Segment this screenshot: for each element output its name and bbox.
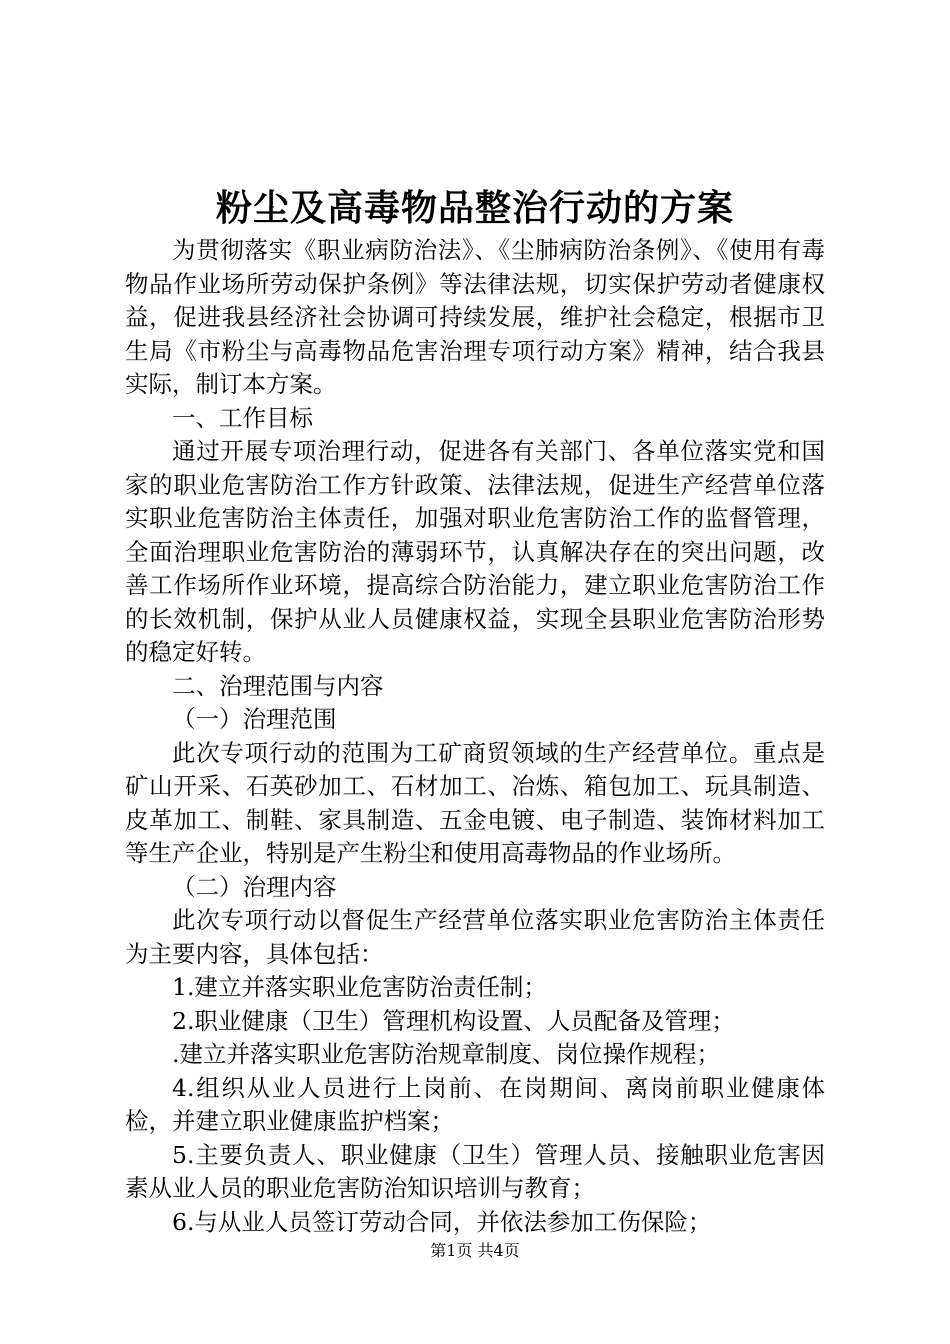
list-item: 6.与从业人员签订劳动合同，并依法参加工伤保险； <box>172 1207 712 1236</box>
list-item: .建立并落实职业危害防治规章制度、岗位操作规程； <box>172 1040 720 1068</box>
section-heading-scope-content: 二、治理范围与内容 <box>172 671 384 700</box>
list-item: 5.主要负责人、职业健康（卫生）管理人员、接触职业危害因素从业人员的职业危害防治知识培训与教育； <box>125 1140 825 1202</box>
subsection-heading-scope: （一）治理范围 <box>172 705 337 733</box>
content-intro-paragraph: 此次专项行动以督促生产经营单位落实职业危害防治主体责任为主要内容，具体包括： <box>125 906 825 968</box>
list-item: 4.组织从业人员进行上岗前、在岗期间、离岗前职业健康体检，并建立职业健康监护档案； <box>125 1073 825 1135</box>
subsection-heading-content: （二）治理内容 <box>172 872 337 901</box>
document-body <box>125 234 825 1239</box>
goals-paragraph: 通过开展专项治理行动，促进各有关部门、各单位落实党和国家的职业危害防治工作方针政策、法律法规，促进生产经营单位落实职业危害防治主体责任，加强对职业危害防治工作的监督管理，全面治理职业危害防治的薄弱环节，认真解决存在的突出问题，改善工作场所作业环境，提高综合防治能力，建立职业危害防治工作的长效机制，保护从业人员健康权益，实现全县职业危害防治形势的稳定好转。 <box>125 437 825 666</box>
page-footer: 第1页 共4页 <box>430 1241 520 1260</box>
list-item: 1.建立并落实职业危害防治责任制； <box>172 973 547 1001</box>
document-title: 粉尘及高毒物品整治行动的方案 <box>215 187 734 229</box>
section-heading-goals: 一、工作目标 <box>172 403 313 432</box>
list-item: 2.职业健康（卫生）管理机构设置、人员配备及管理； <box>172 1006 735 1035</box>
scope-paragraph: 此次专项行动的范围为工矿商贸领域的生产经营单位。重点是矿山开采、石英砂加工、石材加工、冶炼、箱包加工、玩具制造、皮革加工、制鞋、家具制造、五金电镀、电子制造、装饰材料加工等生产企业，特别是产生粉尘和使用高毒物品的作业场所。 <box>125 738 825 867</box>
intro-paragraph: 为贯彻落实《职业病防治法》、《尘肺病防治条例》、《使用有毒物品作业场所劳动保护条例》等法律法规，切实保护劳动者健康权益，促进我县经济社会协调可持续发展，维护社会稳定，根据市卫生局《市粉尘与高毒物品危害治理专项行动方案》精神，结合我县实际，制订本方案。 <box>125 236 825 398</box>
